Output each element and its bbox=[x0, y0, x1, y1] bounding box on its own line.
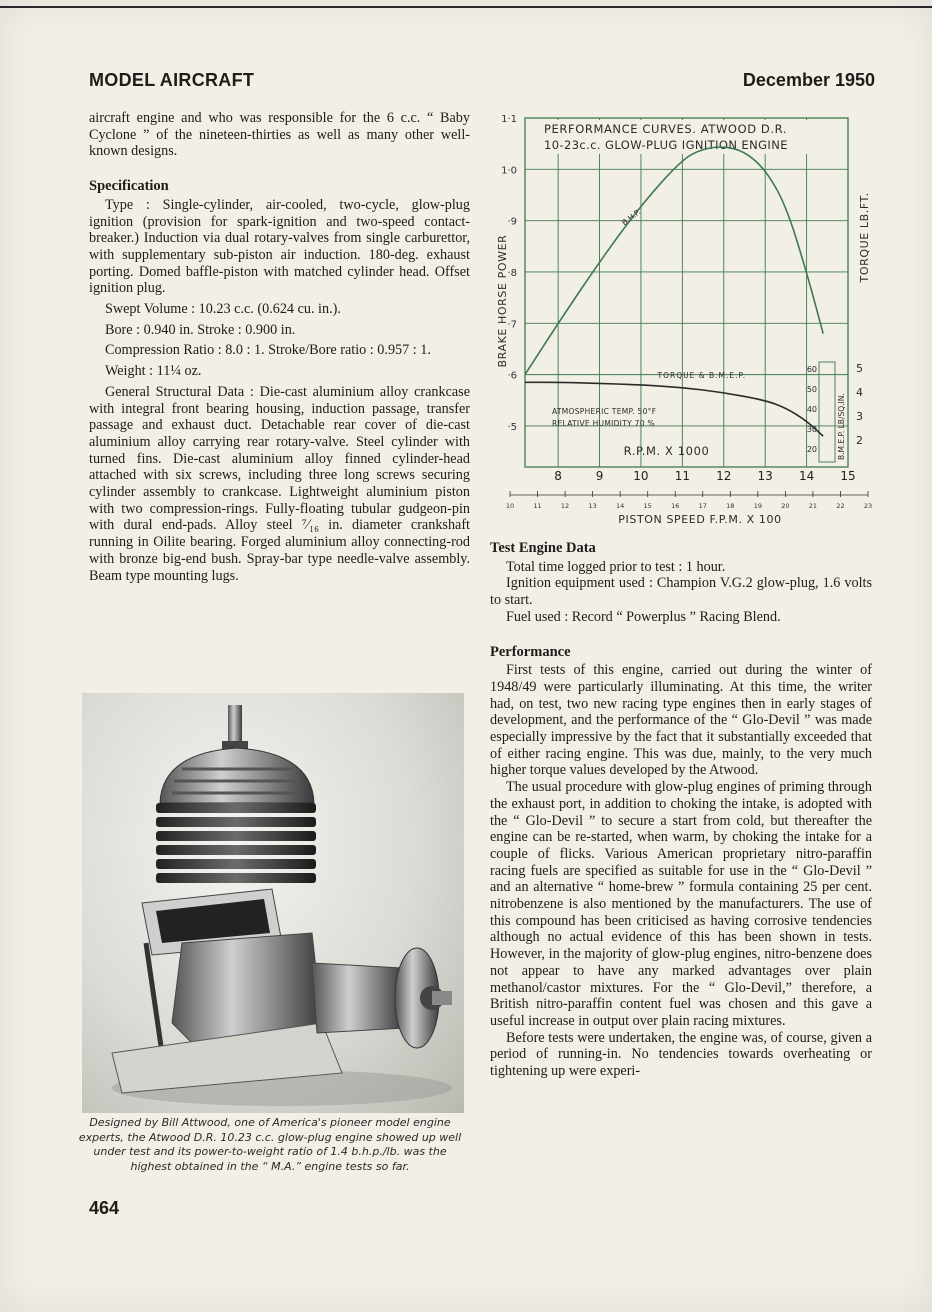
y3-axis-label: B.M.E.P. LB/SQ.IN. bbox=[837, 393, 846, 460]
intro-paragraph: aircraft engine and who was responsible for the 6 c.c. “ Baby Cyclone ” of the nineteen-thirties as well as many other well-known designs. bbox=[89, 110, 470, 160]
secondary-tick-label: 12 bbox=[560, 502, 570, 510]
annotation-line-1: ATMOSPHERIC TEMP. 50°F bbox=[552, 407, 657, 416]
x-axis-label: R.P.M. X 1000 bbox=[623, 444, 710, 458]
type-paragraph: Type : Single-cylinder, air-cooled, two-cycle, glow-plug ignition (provision for spark-ignition and two-speed contact-breaker.) Induction via dual rotary-valves from single carburettor, with supplementary sub-piston air induction. 180-deg. exhaust porting. Domed baffle-piston with matched cylinder head. Offset ignition plug. bbox=[89, 196, 470, 297]
issue-date: December 1950 bbox=[742, 70, 875, 90]
y2-tick-label: 2 bbox=[856, 434, 863, 447]
performance-chart-svg bbox=[488, 100, 878, 530]
performance-paragraph-1: First tests of this engine, carried out during the winter of 1948/49 were particularly illuminating. At this time, the writer had, on test, two new racing type engines then in early stages of development, and the performance of the “ Glo-Devil ” was made especially impressive by the fact that it substantially exceeded that of either racing engine. This was due, mainly, to the very much higher torque values developed by the Atwood. bbox=[490, 662, 872, 779]
secondary-tick-label: 11 bbox=[533, 502, 542, 510]
test-time: Total time logged prior to test : 1 hour. bbox=[506, 558, 726, 575]
secondary-tick-label: 23 bbox=[863, 502, 873, 510]
y3-tick-label: 30 bbox=[806, 425, 817, 434]
secondary-tick-label: 21 bbox=[808, 502, 818, 510]
y2-tick-label: 4 bbox=[856, 386, 863, 399]
x-tick-label: 10 bbox=[633, 469, 649, 483]
y3-tick-label: 50 bbox=[806, 385, 817, 394]
y-tick-label: ·5 bbox=[507, 421, 517, 433]
x-tick-label: 15 bbox=[840, 469, 856, 483]
y2-axis-label: TORQUE LB.FT. bbox=[858, 192, 871, 283]
y2-tick-label: 5 bbox=[856, 362, 863, 375]
performance-heading: Performance bbox=[490, 643, 571, 660]
y3-tick-label: 40 bbox=[806, 405, 817, 414]
x-tick-label: 11 bbox=[674, 469, 690, 483]
chart-title: PERFORMANCE CURVES. ATWOOD D.R. bbox=[544, 122, 788, 136]
general-structural-paragraph: General Structural Data : Die-cast aluminium alloy crankcase with integral front bearing housing, induction passage, transfer passage and exhaust duct. Detachable rear cover of die-cast aluminium alloy carrying rear rotary-valve. Steel cylinder with turned fins. Die-cast aluminium alloy finned cylinder-head attached with six screws, including three long screws securing cylinder assembly to crankcase. Lightweight aluminium piston with two compression-rings. Fully-floating tubular gudgeon-pin with dural end-pads. Alloy steel ⁷⁄₁₆ in. diameter crankshaft running in Oilite bearing. Forged aluminium alloy connecting-rod with bronze big-end bush. Spray-bar type needle-valve assembly. Beam type mounting lugs. bbox=[89, 383, 470, 584]
chart-subtitle: 10-23c.c. GLOW-PLUG IGNITION ENGINE bbox=[544, 138, 788, 152]
series-label-torque: TORQUE & B.M.E.P. bbox=[657, 370, 747, 380]
secondary-tick-label: 17 bbox=[698, 502, 707, 510]
y-tick-label: 1·1 bbox=[501, 114, 517, 125]
bore-stroke: Bore : 0.940 in. Stroke : 0.900 in. bbox=[105, 321, 296, 338]
annotation-line-2: RELATIVE HUMIDITY 70 % bbox=[552, 419, 655, 428]
secondary-tick-label: 15 bbox=[643, 502, 652, 510]
right-column bbox=[490, 540, 872, 1080]
performance-paragraph-3: Before tests were undertaken, the engine was, of course, given a period of running-in. No tendencies towards overheating or tightening up were experi- bbox=[490, 1029, 872, 1080]
y-tick-label: ·7 bbox=[507, 319, 517, 331]
secondary-tick-label: 13 bbox=[588, 502, 597, 510]
secondary-axis-label: PISTON SPEED F.P.M. X 100 bbox=[618, 513, 782, 526]
y-tick-label: ·8 bbox=[507, 267, 517, 279]
y-tick-label: 1·0 bbox=[501, 165, 517, 177]
secondary-tick-label: 16 bbox=[671, 502, 680, 510]
top-rule bbox=[0, 6, 932, 8]
performance-chart bbox=[488, 100, 878, 530]
y-tick-label: ·6 bbox=[507, 370, 517, 382]
secondary-tick-label: 14 bbox=[616, 502, 625, 510]
secondary-tick-label: 10 bbox=[505, 502, 515, 510]
specification-heading: Specification bbox=[89, 178, 169, 195]
magazine-title: MODEL AIRCRAFT bbox=[89, 70, 255, 90]
swept-volume: Swept Volume : 10.23 c.c. (0.624 cu. in.). bbox=[105, 301, 341, 318]
engine-photo bbox=[82, 693, 464, 1113]
x-tick-label: 12 bbox=[716, 469, 732, 483]
x-tick-label: 13 bbox=[757, 469, 773, 483]
photo-caption: Designed by Bill Attwood, one of America's pioneer model engine experts, the Atwood D.R. 10.23 c.c. glow-plug engine showed up well under test and its power-to-weight ratio of 1.4 b.h.p./lb. was the highest obtained in the “ M.A.” engine tests so far. bbox=[78, 1116, 462, 1173]
left-column bbox=[89, 110, 470, 584]
test-engine-heading: Test Engine Data bbox=[490, 540, 596, 556]
x-tick-label: 14 bbox=[798, 469, 815, 483]
bhp-curve bbox=[525, 147, 823, 375]
secondary-tick-label: 20 bbox=[781, 502, 790, 510]
y-axis-label: BRAKE HORSE POWER bbox=[496, 234, 509, 368]
secondary-tick-label: 18 bbox=[726, 502, 735, 510]
weight: Weight : 11¼ oz. bbox=[105, 363, 202, 380]
performance-paragraph-2: The usual procedure with glow-plug engines of priming through the exhaust port, in addition to choking the intake, is adopted with the “ Glo-Devil ” to secure a start from cold, but thereafter the engine can be re-started, when warm, by choking the intake for a couple of flicks. Various American proprietary nitro-paraffin racing fuels are specified as suitable for use in the “ Glo-Devil ” and an alternative “ home-brew ” formula containing 25 per cent. nitrobenzene is also mentioned by the manufacturers. The use of this compound has been criticised as having corrosive tendencies although no actual evidence of this has been shown in tests. However, in the majority of glow-plug engines, nitro-benzene does not appear to have any marked advantages over plain methanol/castor mixtures. For the “ Glo-Devil,” therefore, a British nitro-paraffin content fuel was chosen and this gave a useful increase in output over plain racing mixtures. bbox=[490, 779, 872, 1029]
page-number: 464 bbox=[89, 1198, 120, 1218]
y3-tick-label: 20 bbox=[806, 445, 817, 454]
bmep-scale-box bbox=[819, 362, 835, 462]
x-tick-label: 8 bbox=[554, 469, 562, 483]
engine-illustration bbox=[82, 693, 464, 1113]
ignition-equipment: Ignition equipment used : Champion V.G.2 glow-plug, 1.6 volts to start. bbox=[490, 575, 872, 609]
compression-ratio: Compression Ratio : 8.0 : 1. Stroke/Bore ratio : 0.957 : 1. bbox=[105, 342, 431, 359]
x-tick-label: 9 bbox=[595, 469, 604, 483]
y2-tick-label: 3 bbox=[856, 410, 863, 423]
fuel-used: Fuel used : Record “ Powerplus ” Racing Blend. bbox=[506, 608, 781, 625]
secondary-tick-label: 22 bbox=[836, 502, 845, 510]
y3-tick-label: 60 bbox=[806, 365, 817, 374]
secondary-tick-label: 19 bbox=[753, 502, 762, 510]
y-tick-label: ·9 bbox=[507, 216, 517, 228]
series-label-bhp: B.H.P. bbox=[620, 207, 643, 228]
